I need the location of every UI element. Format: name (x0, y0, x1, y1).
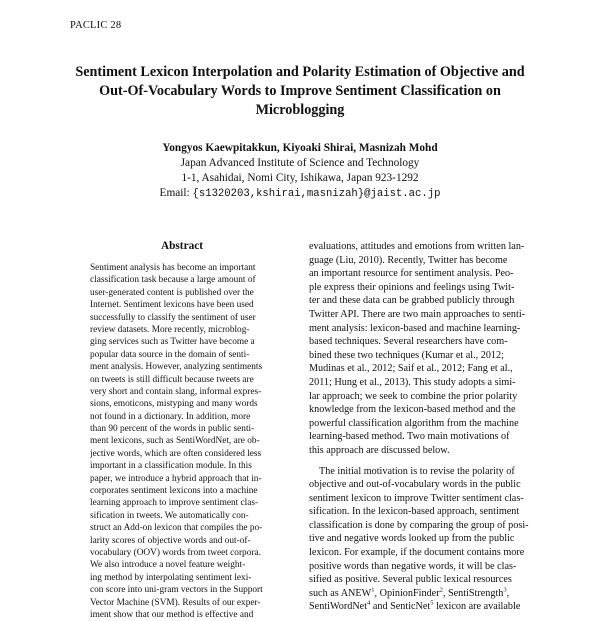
text-line: review datasets. More recently, microblog- (90, 324, 250, 335)
text-line: con score into uni-gram vectors in the Support (90, 585, 263, 596)
text-line: not found in a dictionary. In addition, more (90, 411, 251, 422)
text-line: corporates sentiment lexicons into a machine (90, 486, 258, 497)
text-line: user-generated content is published over the (90, 287, 254, 298)
text-line: knowledge from the lexicon-based method and the (309, 404, 516, 416)
paper-title (60, 63, 540, 120)
footnote-marker: 2 (439, 586, 443, 594)
text-line: successfully to classify the sentiment of user (90, 312, 256, 323)
address: 1-1, Asahidai, Nomi City, Ishikawa, Japan 923-1292 (181, 172, 419, 184)
text-line: paper, we introduce a hybrid approach that in- (90, 473, 262, 484)
resources-text: and SenticNet (370, 601, 431, 613)
text-line: Mudinas et al., 2012; Saif et al., 2012; Fang et al., (309, 363, 513, 375)
text-line: based techniques. Several researchers have com- (309, 336, 508, 348)
text-line: ment lexicons, such as SentiWordNet, are ob- (90, 436, 260, 447)
resources-text: , (506, 587, 510, 599)
text-line: sification. In the lexicon-based approach, sentiment (309, 506, 520, 518)
text-line: objective and out-of-vocabulary words in the public (309, 479, 521, 491)
footnote-marker: 4 (367, 600, 371, 608)
text-line: Sentiment analysis has become an important (90, 263, 256, 273)
text-line: struct an Add-on lexicon that compiles the po- (90, 523, 263, 534)
conference-label: PACLIC 28 (70, 20, 122, 31)
text-line: lar approach; we seek to combine the prior polarity (309, 390, 518, 402)
resources-line (309, 587, 531, 601)
text-line: Vector Machine (SVM). Results of our exper- (90, 597, 261, 608)
introduction-column (309, 240, 531, 614)
resources-text: such as ANEW (309, 587, 372, 599)
text-line: very short and contain slang, informal expres- (90, 386, 262, 397)
resources-text: , SentiStrength (442, 587, 504, 599)
text-line: ing method by interpolating sentiment lexi- (90, 572, 252, 583)
text-line: We also introduce a novel feature weight- (90, 560, 246, 571)
text-line: on tweets is still difficult because tweets are (90, 374, 254, 385)
text-line: lexicon. For example, if the document contains more (309, 547, 525, 559)
intro-paragraph-2 (309, 465, 531, 587)
text-line: larity scores of objective words and out-of- (90, 535, 251, 546)
title-line: Microblogging (255, 102, 345, 118)
email-label: Email: (159, 187, 190, 199)
text-line: tive and negative words looked up from the public (309, 533, 515, 545)
footnote-marker: 5 (430, 600, 434, 608)
email-line (60, 186, 540, 202)
author-names: Yongyos Kaewpitakkun, Kiyoaki Shirai, Masnizah Mohd (162, 142, 438, 154)
text-line: important in a classification module. In this (90, 461, 252, 472)
text-line: ment analysis: lexicon-based and machine learning- (309, 322, 521, 334)
text-line: The initial motivation is to revise the polarity of (319, 465, 515, 477)
text-line: this approach are discussed below. (309, 444, 450, 456)
text-line: learning-based method. Two main motivations of (309, 431, 510, 443)
author-block (60, 141, 540, 202)
text-line: classification task because a large amount of (90, 275, 256, 286)
text-line: bined these two techniques (Kumar et al., 2012; (309, 349, 504, 361)
text-line: ter and these data can be grabbed publicly through (309, 295, 515, 307)
text-line: jective words, which are often considered less (90, 448, 262, 459)
text-line: than 90 percent of the words in public senti- (90, 424, 255, 435)
text-line: ment analysis. However, analyzing sentiments (90, 362, 263, 373)
intro-paragraph-1 (309, 240, 531, 458)
abstract-body (90, 262, 274, 621)
text-line: popular data source in the domain of senti- (90, 349, 250, 360)
resources-text: lexicon are available (433, 601, 521, 613)
text-line: Twitter API. There are two main approaches to senti- (309, 308, 526, 320)
resources-text: SentiWordNet (309, 601, 368, 613)
text-line: learning approach to improve sentiment clas- (90, 498, 259, 509)
title-line: Sentiment Lexicon Interpolation and Polarity Estimation of Objective and (75, 64, 525, 80)
abstract-column (90, 240, 274, 621)
text-line: sions, emoticons, mistyping and many words (90, 399, 258, 410)
resources-line-2 (309, 600, 531, 614)
abstract-heading: Abstract (160, 240, 204, 252)
text-line: guage (Liu, 2010). Recently, Twitter has become (309, 254, 508, 266)
text-line: ple express their opinions and feelings using Twit- (309, 281, 515, 293)
text-line: sentiment lexicon to improve Twitter sentiment clas- (309, 492, 524, 504)
text-line: vocabulary (OOV) words from tweet corpora. (90, 547, 261, 558)
footnote-marker: 3 (503, 586, 507, 594)
resources-text: , OpinionFinder (374, 587, 440, 599)
text-line: powerful classification algorithm from the machine (309, 417, 519, 429)
email-address: {s1320203,kshirai,masnizah}@jaist.ac.jp (192, 188, 441, 200)
text-line: evaluations, attitudes and emotions from written lan- (309, 241, 525, 252)
affiliation: Japan Advanced Institute of Science and Technology (180, 157, 420, 169)
text-line: positive words than negative words, it will be clas- (309, 560, 517, 572)
text-line: classification is done by comparing the group of posi- (309, 519, 529, 531)
text-line: an important resource for sentiment analysis. Peo- (309, 268, 514, 280)
title-line: Out-Of-Vocabulary Words to Improve Sentiment Classification on (99, 83, 501, 99)
text-line: ging services such as Twitter have become a (90, 337, 255, 348)
text-line: sification in tweets. We automatically con- (90, 510, 249, 521)
text-line: 2011; Hung et al., 2013). This study adopts a simi- (309, 376, 516, 388)
text-line: iment show that our method is effective and (90, 609, 254, 620)
text-line: Internet. Sentiment lexicons have been used (90, 300, 254, 311)
text-line: sified as positive. Several public lexical resources (309, 574, 512, 586)
footnote-marker: 1 (371, 586, 375, 594)
